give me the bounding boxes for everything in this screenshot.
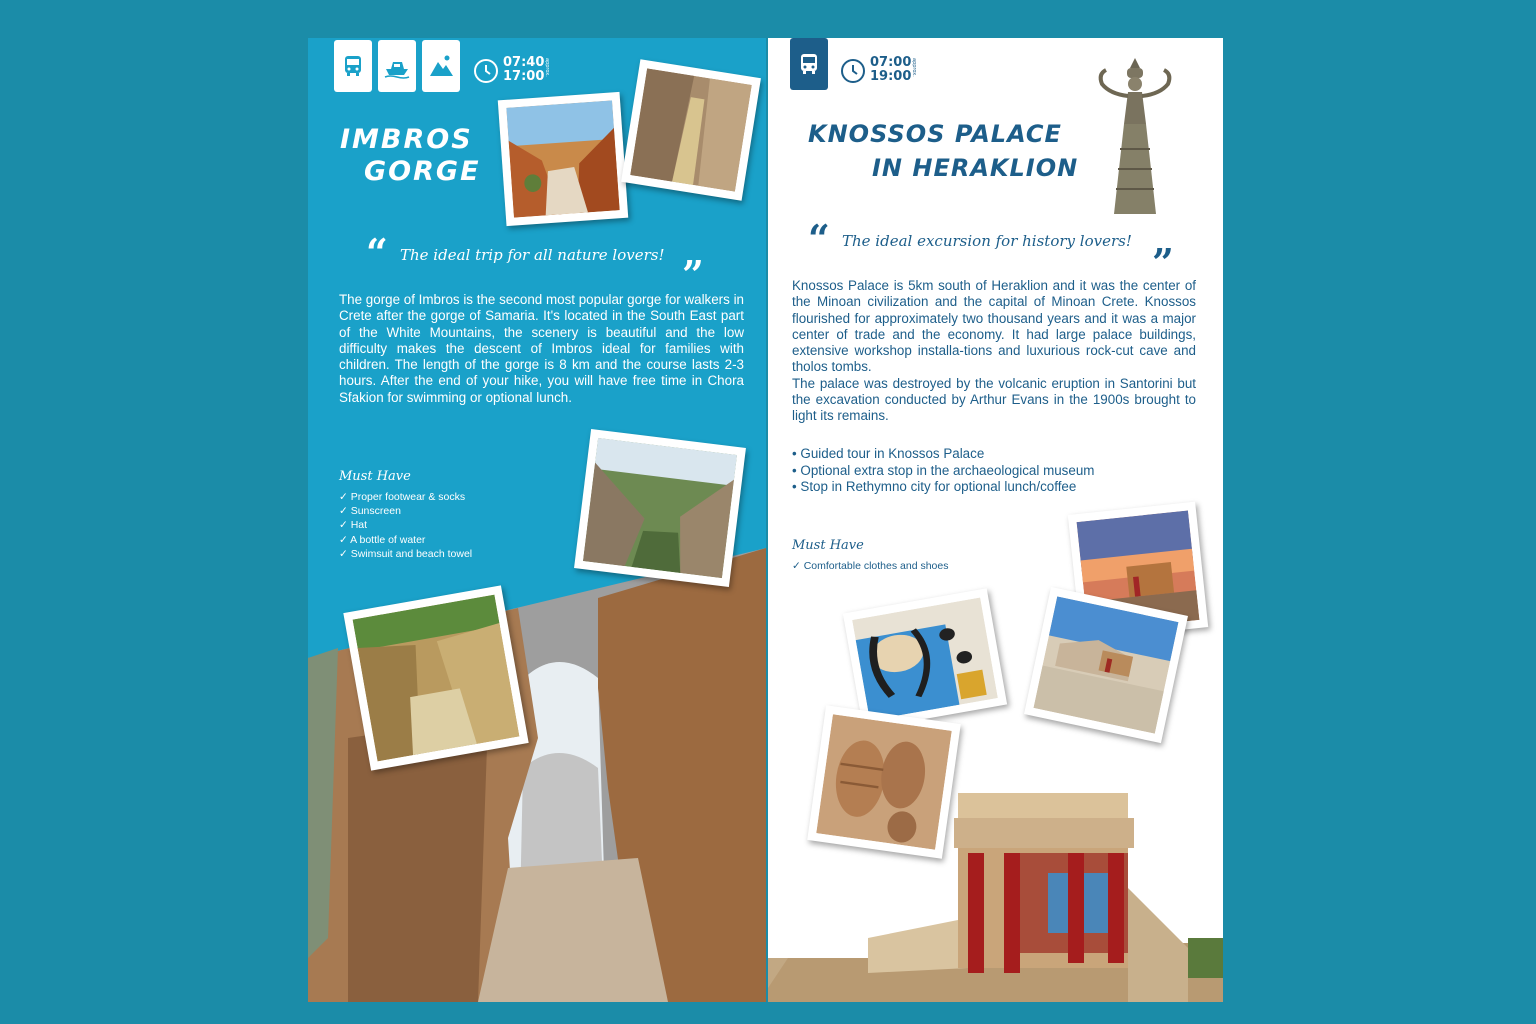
palace-ruins-photo: [1024, 587, 1188, 743]
hiking-icon: [422, 40, 460, 92]
list-item: ✓ Proper footwear & socks: [339, 491, 466, 503]
tagline: The ideal excursion for history lovers!: [842, 232, 1132, 250]
fresco-photo: [843, 588, 1007, 730]
gorge-photo-3: [574, 429, 746, 587]
tour-highlights: [792, 446, 1094, 496]
end-time: 19:00: [870, 69, 912, 84]
knossos-palace-page: [768, 38, 1223, 1002]
must-have-title: Must Have: [339, 469, 411, 484]
bus-icon: [790, 38, 828, 90]
start-time: 07:00: [870, 55, 912, 70]
knossos-palace-scene: [768, 758, 1223, 1002]
approx-label: approx.: [544, 58, 550, 77]
close-quote: ”: [682, 252, 704, 297]
list-item: • Optional extra stop in the archaeological museum: [792, 462, 1095, 478]
page-title-line-2: GORGE: [364, 156, 481, 187]
open-quote: “: [808, 216, 830, 261]
boat-icon: [378, 40, 416, 92]
description-paragraph-2: The palace was destroyed by the volcanic eruption in Santorini but the excavation conducted by Arthur Evans in the 1900s brought to light its remains.: [792, 375, 1196, 424]
tour-times: [503, 56, 544, 84]
gorge-photo-4: [343, 585, 528, 770]
page-title-line-1: IMBROS: [340, 124, 473, 155]
imbros-gorge-page: [308, 38, 766, 1002]
page-title-line-2: IN HERAKLION: [872, 154, 1079, 182]
list-item: • Stop in Rethymno city for optional lunch/coffee: [792, 479, 1077, 494]
list-item: ✓ Hat: [339, 519, 368, 532]
must-have-list: [792, 559, 948, 573]
snake-goddess-figurine: [1080, 54, 1190, 222]
gorge-photo-2: [621, 59, 761, 201]
approx-label: approx.: [911, 58, 917, 77]
list-item: ✓ A bottle of water: [339, 533, 426, 546]
close-quote: ”: [1152, 240, 1174, 285]
clock-icon: [473, 58, 499, 84]
start-time: 07:40: [503, 55, 545, 70]
must-have-title: Must Have: [792, 538, 864, 553]
bus-icon: [334, 40, 372, 92]
description-paragraph-1: Knossos Palace is 5km south of Heraklion and it was the center of the Minoan civilization and the capital of Minoan Crete. Knossos flourished for approximately two thousand years and it was a major center of trade and the economy. It had large palace buildings, extensive workshop installa-tions and luxurious rock-cut cave and tholos tombs.: [792, 278, 1196, 375]
clock-icon: [840, 58, 866, 84]
description: [792, 278, 1196, 425]
tagline: The ideal trip for all nature lovers!: [400, 246, 665, 264]
list-item: ✓ Comfortable clothes and shoes: [792, 560, 949, 572]
end-time: 17:00: [503, 69, 545, 84]
list-item: • Guided tour in Knossos Palace: [792, 446, 985, 461]
page-title-line-1: KNOSSOS PALACE: [808, 120, 1062, 148]
list-item: ✓ Swimsuit and beach towel: [339, 547, 473, 560]
tour-times: [870, 56, 911, 84]
description: The gorge of Imbros is the second most popular gorge for walkers in Crete after the gorge of Samaria. It's located in the South East part of the White Mountains, the scenery is beautiful and the low difficulty makes the descent of Imbros ideal for families with children. The length of the gorge is 8 km and the course lasts 2-3 hours. After the end of your hike, you will have free time in Chora Sfakion for swimming or optional lunch.: [339, 292, 744, 405]
gorge-photo-1: [498, 92, 628, 226]
list-item: ✓ Sunscreen: [339, 505, 401, 518]
open-quote: “: [366, 230, 388, 275]
